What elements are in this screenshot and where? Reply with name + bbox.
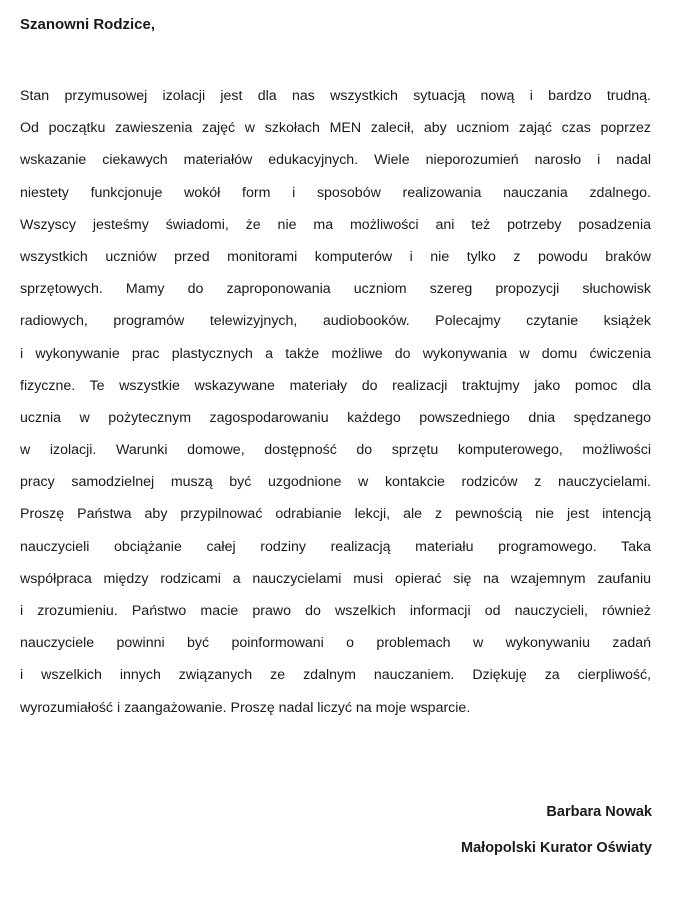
body-line: ucznia w pożytecznym zagospodarowaniu każdego powszedniego dnia spędzanego bbox=[20, 409, 651, 426]
body-line: Proszę Państwa aby przypilnować odrabianie lekcji, ale z pewnością nie jest intencją bbox=[20, 506, 651, 523]
body-line: Od początku zawieszenia zajęć w szkołach MEN zalecił, aby uczniom zająć czas poprzez bbox=[20, 120, 651, 137]
body-line: w izolacji. Warunki domowe, dostępność do sprzętu komputerowego, możliwości bbox=[20, 442, 651, 459]
body-line: sprzętowych. Mamy do zaproponowania uczniom szereg propozycji słuchowisk bbox=[20, 281, 651, 298]
body-line: pracy samodzielnej muszą być uzgodnione w kontakcie rodziców z nauczycielami. bbox=[20, 474, 651, 491]
signature-title: Małopolski Kurator Oświaty bbox=[461, 840, 652, 856]
body-line: i wykonywanie prac plastycznych a także możliwe do wykonywania w domu ćwiczenia bbox=[20, 345, 651, 362]
body-line: radiowych, programów telewizyjnych, audiobooków. Polecajmy czytanie książek bbox=[20, 313, 651, 330]
letter-greeting: Szanowni Rodzice, bbox=[20, 16, 156, 33]
body-line-last: wyrozumiałość i zaangażowanie. Proszę nadal liczyć na moje wsparcie. bbox=[20, 699, 471, 716]
letter-body bbox=[20, 84, 651, 728]
body-line: i wszelkich innych związanych ze zdalnym nauczaniem. Dziękuję za cierpliwość, bbox=[20, 667, 651, 684]
body-line: i zrozumieniu. Państwo macie prawo do wszelkich informacji od nauczycieli, również bbox=[20, 603, 651, 619]
signature-block bbox=[461, 802, 652, 874]
body-line: Wszyscy jesteśmy świadomi, że nie ma możliwości ani też potrzeby posadzenia bbox=[20, 216, 651, 233]
body-line: niestety funkcjonuje wokół form i sposobów realizowania nauczania zdalnego. bbox=[20, 184, 651, 201]
body-line: fizyczne. Te wszystkie wskazywane materiały do realizacji traktujmy jako pomoc dla bbox=[20, 377, 651, 394]
signature-name: Barbara Nowak bbox=[546, 804, 652, 820]
body-line: nauczyciele powinni być poinformowani o problemach w wykonywaniu zadań bbox=[20, 635, 651, 652]
body-line: wszystkich uczniów przed monitorami komputerów i nie tylko z powodu braków bbox=[20, 248, 651, 265]
body-line: współpraca między rodzicami a nauczycielami musi opierać się na wzajemnym zaufaniu bbox=[20, 570, 651, 587]
body-line: wskazanie ciekawych materiałów edukacyjnych. Wiele nieporozumień narosło i nadal bbox=[20, 152, 651, 169]
body-line: nauczycieli obciążanie całej rodziny realizacją materiału programowego. Taka bbox=[20, 538, 651, 555]
body-line: Stan przymusowej izolacji jest dla nas wszystkich sytuacją nową i bardzo trudną. bbox=[20, 88, 651, 104]
